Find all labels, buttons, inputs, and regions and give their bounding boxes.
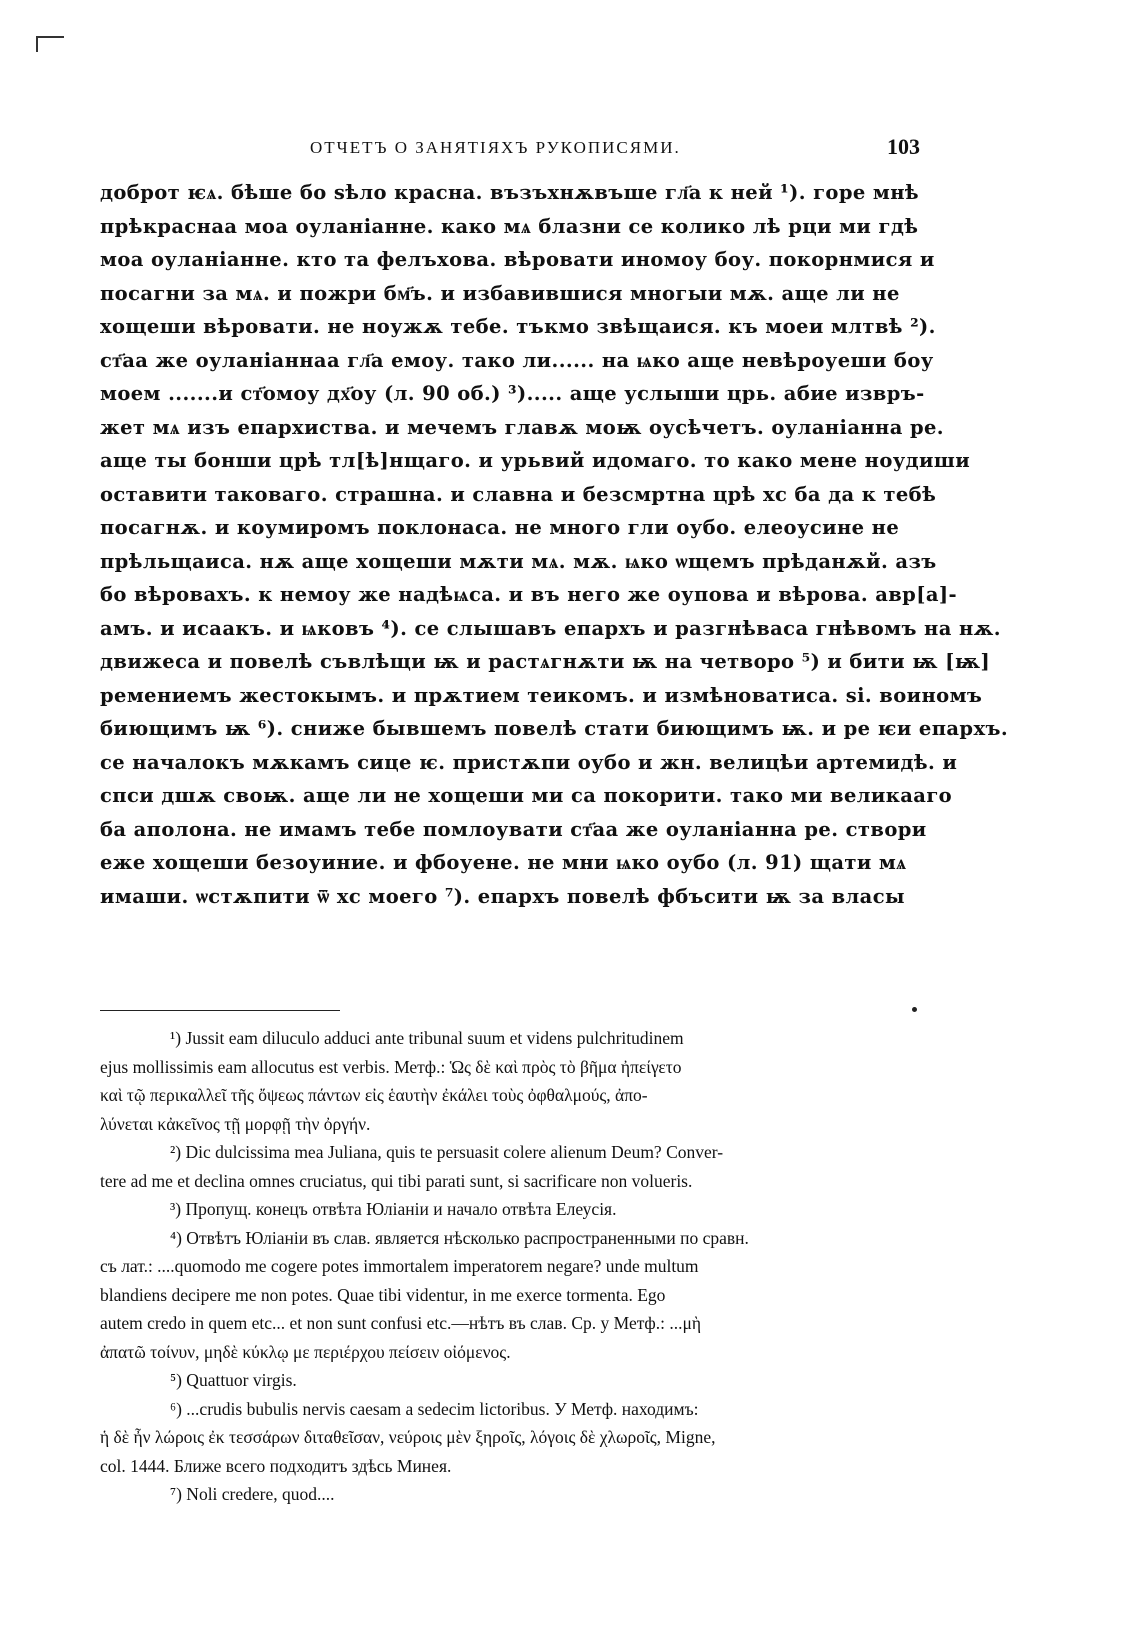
footnote-line: tere ad me et declina omnes cruciatus, qui tibi parati sunt, si sacrificare non volueris. bbox=[100, 1170, 693, 1191]
text-line: моа оуланіанне. кто та фелъхова. вѣровати иномоу боу. покорнмися и bbox=[100, 248, 935, 271]
footnote-line: ³) Пропущ. конецъ отвѣта Юліаніи и начало отвѣта Елеусія. bbox=[170, 1199, 617, 1219]
text-line: биющимъ ѭ ⁶). сниже бывшемъ повелѣ стати биющимъ ѭ. и ре ѥи епархъ. bbox=[100, 717, 1009, 740]
text-line: прѣльщаиса. нѫ аще хощеши мѫти мѧ. мѫ. ѩко ѡщемъ прѣданѫй. азъ bbox=[100, 549, 937, 573]
text-line: имаши. ѡстѫпити ѿ хс моего ⁷). епархъ повелѣ фбъсити ѭ за власы bbox=[100, 884, 905, 908]
footnote-line: ⁷) Noli credere, quod.... bbox=[170, 1484, 335, 1504]
footnote-line: autem credo in quem etc... et non sunt confusi etc.—нѣтъ въ слав. Ср. у Метф.: ...μὴ bbox=[100, 1313, 701, 1333]
text-line: оставити таковаго. страшна. и славна и безсмртна црѣ хс ба да к тебѣ bbox=[100, 482, 937, 506]
footnote-line: ²) Dic dulcissima mea Juliana, quis te persuasit colere alienum Deum? Conver- bbox=[170, 1142, 724, 1162]
footnote-line: col. 1444. Ближе всего подходитъ здѣсь Минея. bbox=[100, 1455, 452, 1476]
text-line: амъ. и исаакъ. и ѩковъ ⁴). се слышавъ епархъ и разгнѣваса гнѣвомъ на нѫ. bbox=[100, 616, 1001, 640]
footnote-line: ⁵) Quattuor virgis. bbox=[170, 1370, 297, 1390]
text-line: ст҃аа же оуланіаннаа гл҃а емоу. тако ли...... на ѩко аще невѣроуеши боу bbox=[100, 348, 934, 372]
footnote-line: ⁴) Отвѣтъ Юліаніи въ слав. является нѣсколько распространенными по сравн. bbox=[170, 1227, 749, 1248]
text-line: посагни за мѧ. и пожри бм҃ъ. и избавившися многыи мѫ. аще ли не bbox=[100, 281, 900, 305]
running-title: ОТЧЕТЪ О ЗАНЯТІЯХЪ РУКОПИСЯМИ. bbox=[310, 138, 681, 157]
footnote-line: λύνεται κἀκεῖνος τῇ μορφῇ τὴν ὀργήν. bbox=[100, 1113, 371, 1134]
footnote-line: съ лат.: ....quomodo me cogere potes immortalem imperatorem negare? unde multum bbox=[100, 1256, 699, 1276]
text-line: доброт ѥѧ. бѣше бо ѕѣло красна. възъхнѫвъше гл҃а к ней ¹). горе мнѣ bbox=[100, 181, 919, 204]
footnote-line: καὶ τῷ περικαλλεῖ τῆς ὄψεως πάντων εἰς ἑαυτὴν ἐκάλει τοὺς ὀφθαλμούς, ἀπο- bbox=[100, 1085, 648, 1105]
footnote-line: blandiens decipere me non potes. Quae tibi videntur, in me exerce tormenta. Ego bbox=[100, 1284, 666, 1305]
main-text-block bbox=[100, 176, 1009, 913]
text-line: ремениемъ жестокымъ. и прѫтием теикомъ. и измѣноватиса. ѕі. воиномъ bbox=[100, 683, 983, 707]
footnote-line: ejus mollissimis eam allocutus est verbis. Метф.: Ὡς δὲ καὶ πρὸς τὸ βῆμα ἠπείγετο bbox=[100, 1056, 682, 1077]
footnote-line: ἡ δὲ ἦν λώροις ἐκ τεσσάρων διταθεῖσαν, νεύροις μὲν ξηροῖς, λόγοις δὲ χλωροῖς, Migne, bbox=[100, 1427, 716, 1447]
text-line: ба аполона. не имамъ тебе помлоувати ст҃аа же оуланіанна ре. створи bbox=[100, 817, 927, 841]
scan-corner-mark bbox=[36, 36, 64, 52]
text-line: моем .......и ст҃омоу дх҃оу (л. 90 об.) ³)..... аще услыши црь. абие извръ- bbox=[100, 382, 925, 405]
ink-dot bbox=[912, 1007, 917, 1012]
text-line: еже хощеши безоуиние. и фбоуене. не мни ѩко оубо (л. 91) щати мѧ bbox=[100, 851, 907, 874]
page-header bbox=[100, 134, 920, 164]
text-line: се началокъ мѫкамъ сице ѥ. пристѫпи оубо и жн. велицѣи артемидѣ. и bbox=[100, 750, 958, 774]
text-line: хощеши вѣровати. не ноужѫ тебе. тъкмо звѣщаися. къ моеи млтвѣ ²). bbox=[100, 315, 936, 338]
footnote-separator bbox=[100, 1010, 340, 1011]
footnotes-block bbox=[100, 1024, 915, 1509]
footnote-line: ¹) Jussit eam diluculo adduci ante tribunal suum et videns pulchritudinem bbox=[170, 1028, 684, 1048]
footnote-line: ἀπατῶ τοίνυν, μηδὲ κύκλῳ με περιέρχου πείσειν οἰόμενος. bbox=[100, 1341, 511, 1362]
text-line: аще ты бонши црѣ тл[ѣ]нщаго. и урьвий идомаго. то како мене ноудиши bbox=[100, 449, 971, 472]
text-line: посагнѫ. и коумиромъ поклонаса. не много гли оубо. елеоусине не bbox=[100, 516, 900, 539]
text-line: жет мѧ изъ епархиства. и мечемъ главѫ моѭ оусѣчетъ. оуланіанна ре. bbox=[100, 415, 944, 439]
text-line: бо вѣровахъ. к немоу же надѣѩса. и въ него же оупова и вѣрова. авр[а]- bbox=[100, 583, 957, 606]
page-number: 103 bbox=[887, 134, 920, 159]
text-line: движеса и повелѣ съвлѣщи ѭ и растѧгнѫти ѭ на четворо ⁵) и бити ѭ [ѭ] bbox=[100, 650, 991, 673]
text-line: прѣкраснаа моа оуланіанне. како мѧ блазни се колико лѣ рци ми гдѣ bbox=[100, 214, 919, 238]
footnote-line: ⁶) ...crudis bubulis nervis caesam a sedecim lictoribus. У Метф. находимъ: bbox=[170, 1398, 699, 1419]
text-line: спси дшѫ своѭ. аще ли не хощеши ми са покорити. тако ми великааго bbox=[100, 784, 953, 807]
